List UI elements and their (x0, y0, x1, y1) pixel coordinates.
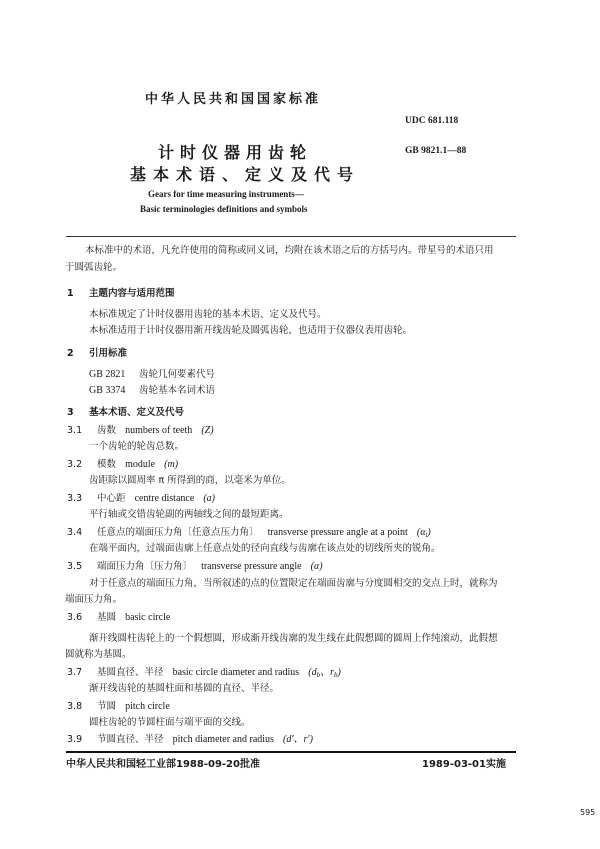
term-entry (67, 424, 214, 437)
term-english: numbers of teeth (125, 425, 193, 436)
term-entry (67, 492, 215, 505)
term-chinese: 中心距 (97, 493, 126, 504)
term-entry (67, 611, 179, 624)
reference-item: GB 2821 齿轮几何要素代号 (89, 369, 216, 380)
term-chinese: 基圆直径、半径 (97, 667, 164, 678)
term-number: 3.1 (67, 425, 83, 436)
term-definition: 平行轴或交错齿轮副的两轴线之间的最短距离。 (89, 509, 289, 520)
section-1-heading: 1 主题内容与适用范围 (67, 288, 175, 299)
term-symbol: (d′、r′) (283, 734, 313, 745)
approval-date: 中华人民共和国轻工业部1988-09-20批准 (66, 759, 260, 770)
term-chinese: 节圆 (97, 701, 117, 712)
intro-line-2: 于圆弧齿轮。 (65, 262, 123, 273)
term-symbol: (a) (203, 493, 215, 504)
term-entry (67, 526, 431, 539)
effective-date: 1989-03-01实施 (422, 759, 506, 770)
term-definition: 圆就称为基圆。 (65, 649, 132, 660)
term-english: transverse pressure angle at a point (267, 527, 408, 538)
section-3-heading: 3 基本术语、定义及代号 (67, 407, 185, 418)
term-definition: 渐开线齿轮的基圆柱面和基圆的直径、半径。 (89, 683, 280, 694)
term-symbol: (Z) (201, 425, 214, 436)
english-title-2: Basic terminologies definitions and symbols (140, 204, 308, 214)
term-symbol: (α) (310, 561, 323, 572)
english-title-1: Gears for time measuring instruments— (148, 189, 304, 199)
term-entry (67, 560, 323, 573)
term-number: 3.3 (67, 493, 83, 504)
term-number: 3.2 (67, 459, 83, 470)
standard-number: GB 9821.1—88 (405, 146, 467, 156)
term-definition: 对于任意点的端面压力角，当所叙述的点的位置限定在端面齿廓与分度圆相交的交点上时，就称为 (89, 578, 498, 589)
term-number: 3.8 (67, 701, 83, 712)
term-english: pitch diameter and radius (172, 734, 274, 745)
title-line-1: 计时仪器用齿轮 (158, 143, 313, 162)
term-chinese: 端面压力角〔压力角〕 (97, 561, 193, 572)
term-chinese: 模数 (97, 459, 117, 470)
term-english: transverse pressure angle (201, 561, 302, 572)
term-english: basic circle (125, 612, 171, 623)
term-definition: 齿距除以圆周率 π 所得到的商，以毫米为单位。 (89, 475, 291, 486)
term-entry (67, 458, 178, 471)
udc-number: UDC 681.118 (405, 116, 459, 126)
section-1-line: 本标准规定了计时仪器用齿轮的基本术语、定义及代号。 (89, 309, 327, 320)
term-chinese: 基圆 (97, 612, 117, 623)
page-number: 595 (580, 808, 596, 817)
term-entry (67, 666, 341, 679)
term-symbol: (m) (164, 459, 179, 470)
term-definition: 一个齿轮的轮齿总数。 (89, 441, 185, 452)
term-chinese: 任意点的端面压力角〔任意点压力角〕 (97, 527, 259, 538)
term-symbol: ($d_b$、$r_b$) (308, 667, 341, 679)
term-definition: 在端平面内，过端面齿廓上任意点处的径向直线与齿廓在该点处的切线所夹的锐角。 (89, 543, 441, 554)
issuing-authority: 中华人民共和国国家标准 (145, 92, 322, 107)
term-chinese: 齿数 (97, 425, 117, 436)
term-entry (67, 700, 179, 713)
footer-rule (66, 751, 516, 753)
term-chinese: 节圆直径、半径 (97, 734, 164, 745)
term-number: 3.5 (67, 561, 83, 572)
term-entry (67, 733, 313, 746)
section-1-line: 本标准适用于计时仪器用渐开线齿轮及圆弧齿轮，也适用于仪器仪表用齿轮。 (89, 325, 413, 336)
reference-item: GB 3374 齿轮基本名词术语 (89, 385, 216, 396)
term-definition: 渐开线圆柱齿轮上的一个假想圆，形成渐开线齿廓的发生线在此假想圆的圆周上作纯滚动，此假想 (89, 633, 498, 644)
term-number: 3.4 (67, 527, 83, 538)
section-2-heading: 2 引用标准 (67, 348, 128, 359)
header-rule (66, 236, 516, 237)
term-number: 3.7 (67, 667, 83, 678)
term-english: pitch circle (125, 701, 170, 712)
term-number: 3.9 (67, 734, 83, 745)
term-definition: 圆柱齿轮的节圆柱面与端平面的交线。 (89, 717, 251, 728)
term-english: centre distance (134, 493, 195, 504)
title-line-2: 基本术语、定义及代号 (130, 165, 361, 184)
term-number: 3.6 (67, 612, 83, 623)
term-definition: 端面压力角。 (65, 594, 123, 605)
term-english: basic circle diameter and radius (172, 667, 300, 678)
term-english: module (125, 459, 156, 470)
intro-line-1: 本标准中的术语，凡允许使用的简称或同义词，均附在该术语之后的方括号内。带星号的术语只用 (85, 245, 494, 256)
term-symbol: $(\alpha_t)$ (416, 527, 431, 539)
